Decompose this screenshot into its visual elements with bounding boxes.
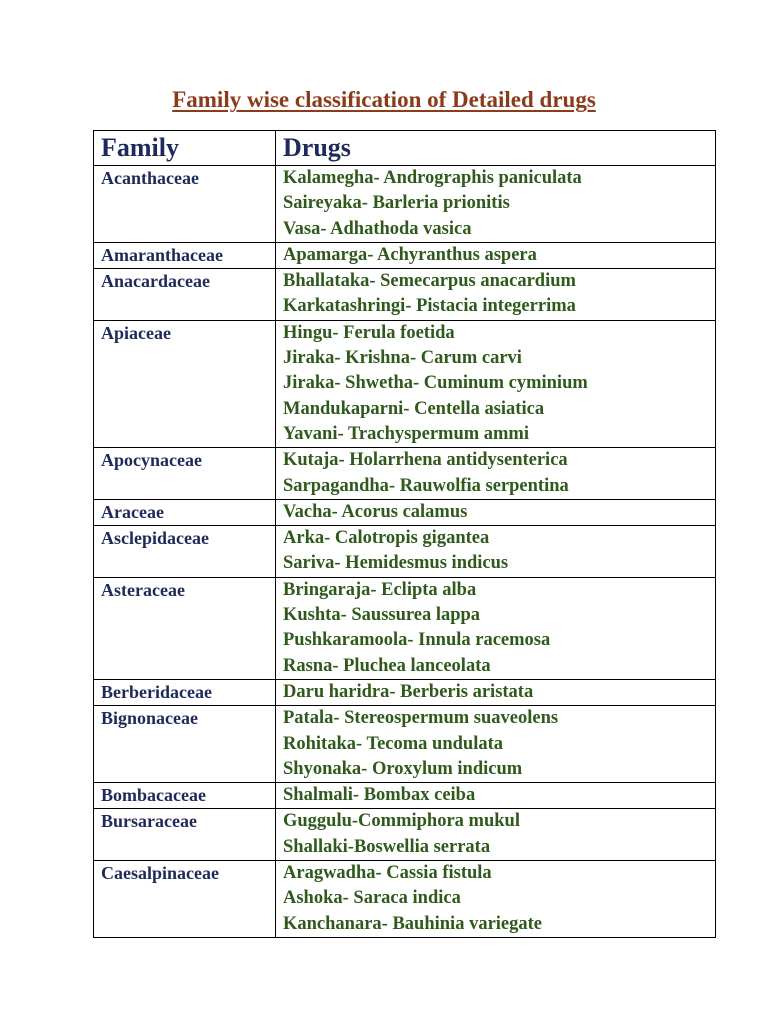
family-name-cell: Apocynaceae bbox=[94, 448, 276, 500]
family-name-cell: Berberidaceae bbox=[94, 679, 276, 705]
drug-entry: Jiraka- Shwetha- Cuminum cyminium bbox=[283, 373, 588, 394]
table-row bbox=[94, 166, 716, 243]
drug-classification-table bbox=[93, 130, 716, 938]
drugs-cell bbox=[276, 809, 716, 861]
table-row bbox=[94, 499, 716, 525]
family-column-header: Family bbox=[94, 131, 276, 166]
drug-entry: Kushta- Saussurea lappa bbox=[283, 605, 481, 626]
drug-entry: Apamarga- Achyranthus aspera bbox=[283, 244, 537, 265]
drug-entry: Shyonaka- Oroxylum indicum bbox=[283, 758, 523, 779]
drugs-column-header: Drugs bbox=[276, 131, 716, 166]
drugs-cell bbox=[276, 242, 716, 268]
family-name-cell: Apiaceae bbox=[94, 320, 276, 447]
table-row bbox=[94, 706, 716, 783]
table-row bbox=[94, 783, 716, 809]
drug-entry: Saireyaka- Barleria prionitis bbox=[283, 193, 510, 214]
table-row bbox=[94, 242, 716, 268]
family-name-cell: Bursaraceae bbox=[94, 809, 276, 861]
drug-entry: Rasna- Pluchea lanceolata bbox=[283, 655, 491, 676]
page-title: Family wise classification of Detailed drugs bbox=[172, 87, 596, 112]
drug-entry: Arka- Calotropis gigantea bbox=[283, 528, 490, 549]
drug-entry: Sarpagandha- Rauwolfia serpentina bbox=[283, 475, 569, 496]
drug-entry: Karkatashringi- Pistacia integerrima bbox=[283, 296, 576, 317]
drugs-cell bbox=[276, 269, 716, 321]
family-name-cell: Asteraceae bbox=[94, 577, 276, 679]
drugs-cell bbox=[276, 526, 716, 578]
drug-entry: Shalmali- Bombax ceiba bbox=[283, 785, 476, 806]
drug-entry: Yavani- Trachyspermum ammi bbox=[283, 423, 529, 444]
drug-entry: Kanchanara- Bauhinia variegate bbox=[283, 913, 543, 934]
drugs-cell bbox=[276, 320, 716, 447]
table-row bbox=[94, 577, 716, 679]
family-name-cell: Asclepidaceae bbox=[94, 526, 276, 578]
drug-entry: Patala- Stereospermum suaveolens bbox=[283, 708, 559, 729]
drug-entry: Pushkaramoola- Innula racemosa bbox=[283, 630, 551, 651]
drugs-cell bbox=[276, 679, 716, 705]
table-body bbox=[94, 166, 716, 938]
drug-entry: Ashoka- Saraca indica bbox=[283, 888, 461, 909]
table-row bbox=[94, 320, 716, 447]
table-row bbox=[94, 269, 716, 321]
drug-entry: Kalamegha- Andrographis paniculata bbox=[283, 168, 582, 188]
family-name-cell: Caesalpinaceae bbox=[94, 861, 276, 938]
family-name-cell: Amaranthaceae bbox=[94, 242, 276, 268]
drugs-cell bbox=[276, 577, 716, 679]
drug-entry: Mandukaparni- Centella asiatica bbox=[283, 398, 545, 419]
drug-entry: Vacha- Acorus calamus bbox=[283, 501, 468, 522]
drug-entry: Sariva- Hemidesmus indicus bbox=[283, 553, 509, 574]
family-name-cell: Araceae bbox=[94, 499, 276, 525]
drugs-cell bbox=[276, 448, 716, 500]
family-name-cell: Anacardaceae bbox=[94, 269, 276, 321]
drugs-cell bbox=[276, 706, 716, 783]
family-name-cell: Acanthaceae bbox=[94, 166, 276, 243]
drug-entry: Kutaja- Holarrhena antidysenterica bbox=[283, 450, 568, 471]
table-row bbox=[94, 448, 716, 500]
drug-entry: Aragwadha- Cassia fistula bbox=[283, 863, 492, 884]
drug-entry: Bhallataka- Semecarpus anacardium bbox=[283, 271, 576, 292]
table-row bbox=[94, 809, 716, 861]
table-header-row bbox=[94, 131, 716, 166]
drug-entry: Bringaraja- Eclipta alba bbox=[283, 579, 477, 600]
table-row bbox=[94, 526, 716, 578]
drugs-cell bbox=[276, 783, 716, 809]
drug-entry: Guggulu-Commiphora mukul bbox=[283, 811, 520, 832]
drug-entry: Rohitaka- Tecoma undulata bbox=[283, 733, 503, 754]
drug-entry: Vasa- Adhathoda vasica bbox=[283, 218, 472, 239]
drug-entry: Shallaki-Boswellia serrata bbox=[283, 836, 491, 857]
table-row bbox=[94, 861, 716, 938]
drug-entry: Daru haridra- Berberis aristata bbox=[283, 681, 534, 702]
family-name-cell: Bombacaceae bbox=[94, 783, 276, 809]
drugs-cell bbox=[276, 861, 716, 938]
table-row bbox=[94, 679, 716, 705]
drug-entry: Jiraka- Krishna- Carum carvi bbox=[283, 348, 522, 369]
drugs-cell bbox=[276, 166, 716, 243]
drugs-cell bbox=[276, 499, 716, 525]
drug-entry: Hingu- Ferula foetida bbox=[283, 322, 455, 343]
family-name-cell: Bignonaceae bbox=[94, 706, 276, 783]
